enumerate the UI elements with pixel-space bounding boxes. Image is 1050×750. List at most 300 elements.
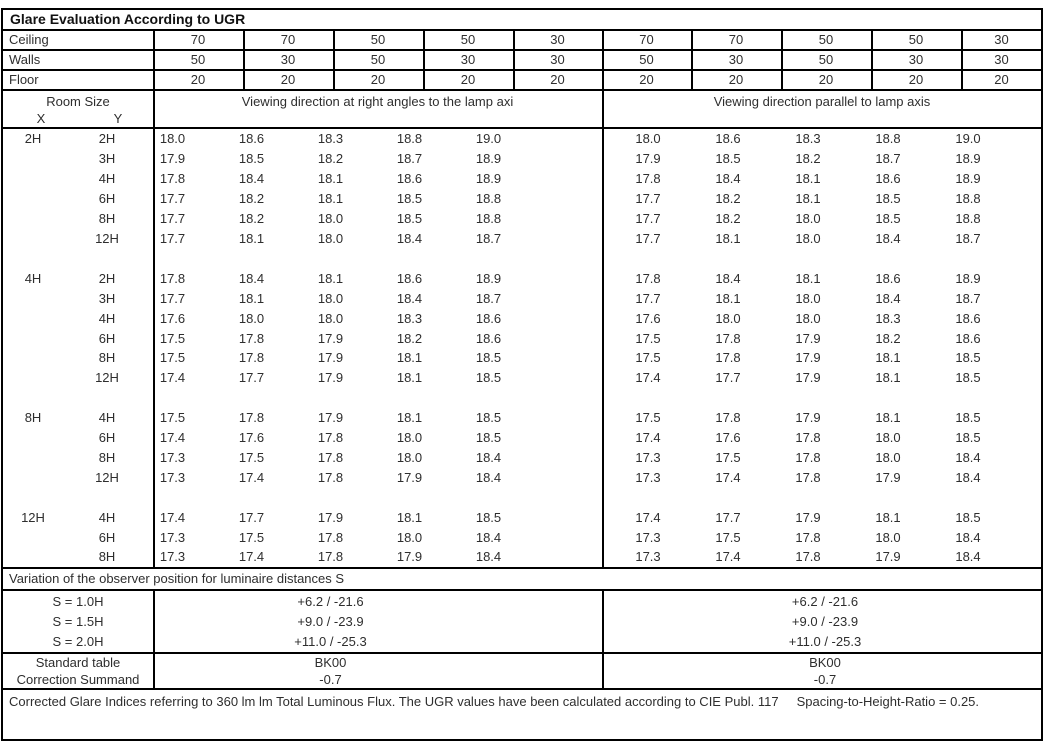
ugr-value: 18.5	[955, 430, 981, 446]
ugr-row	[3, 209, 1041, 229]
ugr-value: 18.4	[238, 270, 265, 286]
ugr-value: 18.4	[875, 230, 901, 246]
ugr-value: 17.8	[317, 430, 344, 446]
ugr-value: 18.9	[955, 151, 981, 167]
blank-row	[3, 248, 1041, 268]
ugr-value: 18.4	[715, 270, 741, 286]
s-label: S = 1.5H	[52, 613, 104, 629]
ugr-value: 17.9	[795, 330, 821, 346]
room-size-header-section	[3, 91, 1041, 129]
ugr-value: 17.5	[635, 410, 661, 426]
ugr-value: 17.4	[159, 370, 186, 386]
ugr-value: 18.8	[475, 211, 502, 227]
ugr-value: 18.1	[317, 191, 344, 207]
ugr-value: 18.3	[795, 131, 821, 147]
ugr-value: 17.8	[635, 171, 661, 187]
ugr-row	[3, 129, 1041, 149]
surface-value: 20	[190, 72, 206, 87]
ugr-value: 18.0	[715, 310, 741, 326]
ugr-row	[3, 268, 1041, 288]
ugr-value: 18.0	[795, 211, 821, 227]
summary-row	[3, 654, 1041, 671]
surface-value: 30	[728, 52, 744, 67]
ugr-value: 17.9	[795, 509, 821, 525]
surface-value: 30	[994, 52, 1009, 67]
ugr-value: 18.5	[955, 370, 981, 386]
ugr-value: 19.0	[955, 131, 981, 147]
summary-value-left: BK00	[314, 655, 347, 670]
ugr-value: 17.8	[715, 330, 741, 346]
surface-value: 50	[370, 52, 386, 67]
y-value: 12H	[95, 230, 119, 246]
ugr-value: 18.5	[715, 151, 741, 167]
footer-note-row	[3, 690, 1041, 739]
divider	[153, 591, 155, 652]
ugr-value: 17.8	[795, 469, 821, 485]
surface-value: 50	[460, 32, 476, 47]
ugr-value: 18.5	[475, 370, 502, 386]
surface-value: 50	[370, 32, 386, 47]
s-value-right: +11.0 / -25.3	[788, 634, 862, 650]
viewing-right-angles-heading: Viewing direction at right angles to the lamp axi	[241, 94, 514, 109]
ugr-value: 17.8	[795, 430, 821, 446]
y-value: 2H	[98, 131, 116, 147]
ugr-value: 18.0	[795, 310, 821, 326]
ugr-value: 17.6	[715, 430, 741, 446]
s-label: S = 1.0H	[52, 593, 104, 609]
ugr-row	[3, 328, 1041, 348]
ugr-value: 17.7	[159, 290, 186, 306]
ugr-value: 17.4	[635, 370, 661, 386]
ugr-value: 17.3	[159, 529, 186, 545]
ugr-value: 19.0	[475, 131, 502, 147]
y-value: 8H	[98, 449, 116, 465]
s-value-left: +9.0 / -23.9	[297, 613, 364, 629]
ugr-value: 18.4	[955, 529, 981, 545]
ugr-value: 18.5	[475, 410, 502, 426]
ugr-value: 18.8	[396, 131, 423, 147]
ugr-table	[1, 8, 1043, 741]
y-value: 3H	[98, 290, 116, 306]
divider	[153, 654, 155, 688]
ugr-row	[3, 348, 1041, 368]
blank-row	[3, 487, 1041, 507]
surface-row	[3, 71, 1041, 91]
divider	[871, 31, 873, 91]
variation-heading: Variation of the observer position for luminaire distances S	[3, 569, 1041, 591]
surface-value: 20	[460, 72, 476, 87]
surface-label: Floor	[9, 72, 39, 87]
room-size-label: Room Size	[46, 94, 110, 109]
surface-value: 20	[280, 72, 296, 87]
ugr-value: 18.3	[875, 310, 901, 326]
ugr-value: 17.7	[159, 230, 186, 246]
ugr-row	[3, 189, 1041, 209]
ugr-value: 18.8	[475, 191, 502, 207]
ugr-value: 17.4	[238, 469, 265, 485]
surface-value: 50	[818, 32, 834, 47]
ugr-value: 18.1	[875, 509, 901, 525]
ugr-value: 18.1	[715, 230, 741, 246]
ugr-value: 17.4	[715, 469, 741, 485]
divider	[153, 31, 155, 91]
ugr-value: 17.8	[238, 330, 265, 346]
ugr-value: 17.8	[159, 270, 186, 286]
summary-label: Correction Summand	[16, 672, 140, 687]
divider	[602, 129, 604, 567]
blank-row	[3, 388, 1041, 408]
ugr-value: 17.6	[635, 310, 661, 326]
summary-label: Standard table	[35, 655, 121, 670]
y-value: 4H	[98, 171, 116, 187]
ugr-value: 18.7	[396, 151, 423, 167]
y-value: 6H	[98, 529, 116, 545]
surface-value: 20	[994, 72, 1009, 87]
surface-row	[3, 51, 1041, 71]
ugr-value: 17.3	[635, 549, 661, 565]
s-value-right: +6.2 / -21.6	[791, 593, 859, 609]
ugr-value: 18.5	[238, 151, 265, 167]
ugr-value: 18.0	[317, 211, 344, 227]
surface-value: 70	[190, 32, 206, 47]
ugr-value: 17.9	[317, 370, 344, 386]
ugr-value: 17.9	[795, 350, 821, 366]
surface-value: 70	[728, 32, 744, 47]
y-value: 8H	[98, 350, 116, 366]
ugr-row	[3, 547, 1041, 567]
ugr-value: 18.4	[396, 230, 423, 246]
ugr-value: 18.5	[955, 350, 981, 366]
ugr-value: 18.6	[875, 171, 901, 187]
ugr-value: 17.8	[317, 449, 344, 465]
ugr-value: 18.7	[475, 290, 502, 306]
ugr-value: 17.8	[715, 350, 741, 366]
ugr-value: 17.5	[715, 449, 741, 465]
footer-note: Corrected Glare Indices referring to 360 lm lm Total Luminous Flux. The UGR values have been calculated according to CIE Publ. 117	[9, 694, 779, 709]
surface-reflectance-section	[3, 31, 1041, 91]
surface-value: 50	[639, 52, 654, 67]
ugr-value: 18.5	[396, 191, 423, 207]
ugr-row	[3, 448, 1041, 468]
ugr-row	[3, 408, 1041, 428]
ugr-value: 18.6	[955, 310, 981, 326]
footer-spacing-ratio: Spacing-to-Height-Ratio = 0.25.	[796, 694, 980, 709]
summary-row	[3, 671, 1041, 688]
surface-value: 20	[908, 72, 924, 87]
ugr-value: 18.1	[396, 509, 423, 525]
document-title: Glare Evaluation According to UGR	[3, 10, 1041, 31]
ugr-value: 17.5	[159, 330, 186, 346]
ugr-row	[3, 527, 1041, 547]
ugr-value: 17.8	[317, 469, 344, 485]
ugr-value: 17.5	[159, 350, 186, 366]
ugr-value: 18.1	[715, 290, 741, 306]
ugr-value: 18.2	[795, 151, 821, 167]
y-value: 6H	[98, 430, 116, 446]
ugr-value: 18.5	[875, 191, 901, 207]
divider	[153, 91, 155, 127]
ugr-value: 18.5	[955, 410, 981, 426]
ugr-value: 18.2	[715, 191, 741, 207]
x-value: 8H	[24, 410, 42, 426]
divider	[423, 31, 425, 91]
ugr-value: 18.1	[875, 370, 901, 386]
ugr-value: 18.4	[475, 449, 502, 465]
ugr-value: 18.0	[875, 430, 901, 446]
surface-value: 30	[994, 32, 1009, 47]
ugr-value: 18.7	[955, 230, 981, 246]
ugr-value: 17.3	[159, 449, 186, 465]
ugr-value: 17.7	[715, 509, 741, 525]
y-value: 3H	[98, 151, 116, 167]
ugr-value: 18.9	[475, 151, 502, 167]
observer-distance-section	[3, 591, 1041, 654]
ugr-value: 18.8	[955, 211, 981, 227]
ugr-row	[3, 229, 1041, 249]
divider	[961, 31, 963, 91]
ugr-value: 18.0	[875, 529, 901, 545]
ugr-value: 18.6	[396, 171, 423, 187]
surface-label: Walls	[9, 52, 41, 67]
y-value: 12H	[95, 469, 119, 485]
ugr-value: 18.3	[396, 310, 423, 326]
ugr-value: 17.9	[795, 370, 821, 386]
summary-section	[3, 654, 1041, 690]
ugr-value: 18.4	[475, 469, 502, 485]
y-value: 2H	[98, 270, 116, 286]
ugr-value: 18.1	[795, 270, 821, 286]
ugr-value: 18.4	[955, 549, 981, 565]
surface-value: 30	[550, 52, 565, 67]
divider	[781, 31, 783, 91]
ugr-value: 18.1	[795, 171, 821, 187]
ugr-value: 17.4	[635, 430, 661, 446]
y-value: 4H	[98, 410, 116, 426]
s-value-left: +6.2 / -21.6	[297, 593, 364, 609]
ugr-value: 17.7	[635, 230, 661, 246]
ugr-value: 18.0	[238, 310, 265, 326]
ugr-value: 18.9	[475, 171, 502, 187]
ugr-value: 17.5	[159, 410, 186, 426]
surface-value: 20	[550, 72, 565, 87]
ugr-value: 17.8	[317, 549, 344, 565]
ugr-values-section	[3, 129, 1041, 569]
s-row	[3, 591, 1041, 611]
ugr-value: 18.5	[475, 430, 502, 446]
ugr-value: 18.6	[715, 131, 741, 147]
ugr-value: 17.4	[635, 509, 661, 525]
ugr-value: 17.4	[159, 509, 186, 525]
surface-value: 70	[639, 32, 654, 47]
ugr-value: 17.6	[159, 310, 186, 326]
ugr-value: 17.7	[715, 370, 741, 386]
ugr-value: 17.7	[635, 191, 661, 207]
surface-value: 70	[280, 32, 296, 47]
ugr-value: 17.5	[238, 529, 265, 545]
surface-value: 50	[190, 52, 206, 67]
ugr-value: 18.8	[875, 131, 901, 147]
ugr-value: 18.2	[875, 330, 901, 346]
ugr-value: 17.9	[317, 509, 344, 525]
ugr-value: 18.9	[475, 270, 502, 286]
ugr-value: 18.5	[475, 509, 502, 525]
ugr-value: 17.7	[238, 509, 265, 525]
ugr-value: 18.1	[238, 290, 265, 306]
ugr-value: 17.4	[715, 549, 741, 565]
ugr-value: 17.3	[635, 529, 661, 545]
ugr-row	[3, 428, 1041, 448]
ugr-value: 17.9	[875, 469, 901, 485]
ugr-value: 17.8	[795, 529, 821, 545]
divider	[153, 129, 155, 567]
ugr-value: 18.7	[875, 151, 901, 167]
ugr-value: 17.8	[238, 410, 265, 426]
ugr-value: 18.1	[795, 191, 821, 207]
ugr-value: 17.9	[159, 151, 186, 167]
divider	[602, 591, 604, 652]
ugr-value: 17.4	[159, 430, 186, 446]
ugr-value: 18.9	[955, 270, 981, 286]
surface-value: 20	[818, 72, 834, 87]
ugr-value: 18.4	[475, 549, 502, 565]
y-value: 8H	[98, 211, 116, 227]
s-value-left: +11.0 / -25.3	[294, 634, 367, 650]
ugr-value: 18.1	[396, 350, 423, 366]
ugr-value: 18.1	[396, 410, 423, 426]
ugr-value: 18.7	[475, 230, 502, 246]
ugr-value: 18.1	[396, 370, 423, 386]
ugr-value: 17.3	[635, 469, 661, 485]
summary-value-left: -0.7	[319, 672, 342, 687]
ugr-value: 17.7	[159, 191, 186, 207]
ugr-value: 18.0	[396, 529, 423, 545]
ugr-value: 17.5	[635, 330, 661, 346]
ugr-value: 17.8	[795, 449, 821, 465]
ugr-value: 17.5	[635, 350, 661, 366]
x-column-label: X	[36, 111, 46, 126]
ugr-value: 17.8	[238, 350, 265, 366]
ugr-value: 18.6	[475, 330, 502, 346]
s-label: S = 2.0H	[52, 634, 104, 650]
ugr-value: 17.7	[238, 370, 265, 386]
divider	[602, 654, 604, 688]
summary-value-right: -0.7	[813, 672, 837, 687]
ugr-value: 17.7	[635, 290, 661, 306]
ugr-value: 17.9	[396, 469, 423, 485]
ugr-value: 18.0	[396, 430, 423, 446]
ugr-value: 18.5	[475, 350, 502, 366]
ugr-value: 17.9	[875, 549, 901, 565]
s-row	[3, 632, 1041, 652]
ugr-value: 18.1	[317, 270, 344, 286]
ugr-value: 18.0	[396, 449, 423, 465]
ugr-value: 17.6	[238, 430, 265, 446]
ugr-value: 18.6	[475, 310, 502, 326]
ugr-value: 18.4	[875, 290, 901, 306]
surface-value: 20	[370, 72, 386, 87]
ugr-value: 17.9	[317, 410, 344, 426]
ugr-value: 17.9	[795, 410, 821, 426]
ugr-value: 18.6	[875, 270, 901, 286]
ugr-value: 18.1	[317, 171, 344, 187]
ugr-value: 17.3	[159, 549, 186, 565]
ugr-row	[3, 368, 1041, 388]
divider	[513, 31, 515, 91]
ugr-value: 18.4	[715, 171, 741, 187]
ugr-value: 17.8	[635, 270, 661, 286]
y-value: 12H	[95, 370, 119, 386]
ugr-value: 18.2	[317, 151, 344, 167]
ugr-value: 18.4	[475, 529, 502, 545]
ugr-value: 17.5	[715, 529, 741, 545]
ugr-value: 17.9	[317, 330, 344, 346]
y-value: 6H	[98, 191, 116, 207]
ugr-value: 17.8	[795, 549, 821, 565]
ugr-value: 17.7	[159, 211, 186, 227]
ugr-value: 18.4	[238, 171, 265, 187]
ugr-value: 18.0	[875, 449, 901, 465]
divider	[602, 91, 604, 127]
ugr-row	[3, 467, 1041, 487]
ugr-value: 18.6	[238, 131, 265, 147]
ugr-value: 17.3	[159, 469, 186, 485]
ugr-value: 17.8	[715, 410, 741, 426]
ugr-value: 18.2	[238, 211, 265, 227]
surface-value: 20	[728, 72, 744, 87]
summary-value-right: BK00	[809, 655, 841, 670]
y-column-label: Y	[113, 111, 123, 126]
ugr-value: 18.4	[955, 469, 981, 485]
ugr-value: 18.5	[875, 211, 901, 227]
ugr-value: 17.4	[238, 549, 265, 565]
divider	[691, 31, 693, 91]
ugr-value: 17.7	[635, 211, 661, 227]
ugr-value: 18.1	[238, 230, 265, 246]
divider	[243, 31, 245, 91]
ugr-value: 18.0	[317, 290, 344, 306]
ugr-value: 18.0	[795, 230, 821, 246]
ugr-value: 18.1	[875, 350, 901, 366]
ugr-row	[3, 288, 1041, 308]
ugr-row	[3, 149, 1041, 169]
ugr-value: 18.2	[238, 191, 265, 207]
surface-label: Ceiling	[9, 32, 49, 47]
y-value: 8H	[98, 549, 116, 565]
x-value: 2H	[24, 131, 42, 147]
ugr-value: 18.4	[955, 449, 981, 465]
surface-row	[3, 31, 1041, 51]
ugr-value: 18.0	[635, 131, 661, 147]
s-row	[3, 611, 1041, 631]
ugr-value: 17.3	[635, 449, 661, 465]
ugr-value: 17.8	[317, 529, 344, 545]
ugr-value: 17.9	[396, 549, 423, 565]
surface-value: 30	[280, 52, 296, 67]
ugr-value: 18.0	[317, 230, 344, 246]
ugr-value: 18.3	[317, 131, 344, 147]
s-value-right: +9.0 / -23.9	[791, 613, 859, 629]
y-value: 4H	[98, 310, 116, 326]
y-value: 6H	[98, 330, 116, 346]
divider	[602, 31, 604, 91]
ugr-value: 18.9	[955, 171, 981, 187]
ugr-value: 18.6	[955, 330, 981, 346]
ugr-row	[3, 308, 1041, 328]
ugr-row	[3, 507, 1041, 527]
ugr-value: 18.5	[955, 509, 981, 525]
ugr-row	[3, 169, 1041, 189]
ugr-value: 18.8	[955, 191, 981, 207]
